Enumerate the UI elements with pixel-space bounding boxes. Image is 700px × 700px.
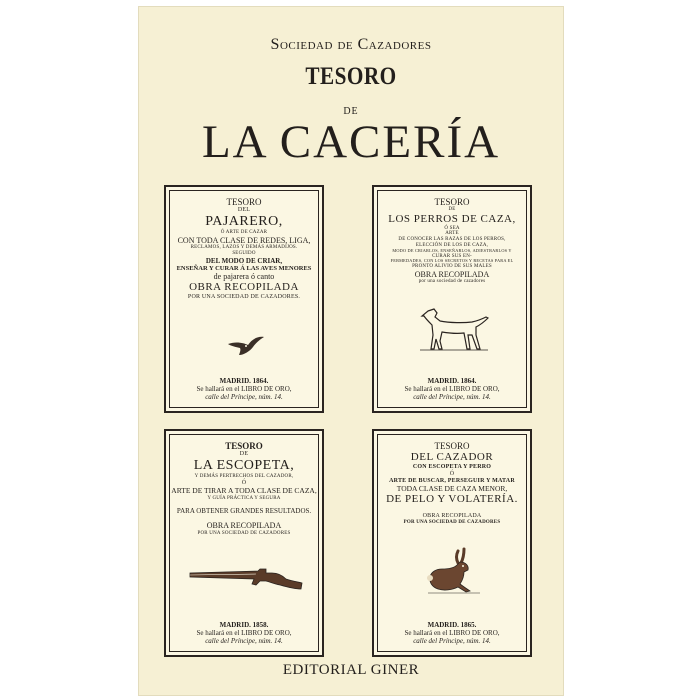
panel-imprint xyxy=(170,377,318,401)
bird-icon xyxy=(226,335,266,357)
panel-line: CON ESCOPETA Y PERRO xyxy=(412,463,492,470)
panel-line: LOS PERROS DE CAZA, xyxy=(388,213,516,226)
panel-line: Ó SEA xyxy=(444,225,460,231)
panel-line: POR UNA SOCIEDAD DE CAZADORES xyxy=(197,530,291,536)
book-cover xyxy=(138,6,564,696)
panel-line: DE CONOCER LAS RAZAS DE LOS PERROS, xyxy=(398,237,506,243)
panel-line: por una sociedad de cazadores xyxy=(418,279,486,285)
panel-line: MODO DE CRIARLOS, ENSEÑARLOS, ADIESTRARLOS Y xyxy=(392,247,512,253)
panel-line: ELECCIÓN DE LOS DE CAZA, xyxy=(415,242,489,248)
imprint-line: Se hallará en el LIBRO DE ORO, xyxy=(404,384,500,393)
imprint-line: MADRID. 1864. xyxy=(219,376,269,385)
panel-line: Ó xyxy=(449,470,455,477)
panel-line: PAJARERO, xyxy=(205,214,283,230)
panel-line: DEL MODO DE CRIAR, xyxy=(205,256,283,265)
panel-line: POR UNA SOCIEDAD DE CAZADORES xyxy=(403,519,501,525)
panel-line: SEGUIDO xyxy=(232,251,256,257)
panel-line: DEL CAZADOR xyxy=(410,451,494,464)
panel-escopeta xyxy=(164,429,324,657)
panel-line: TODA CLASE DE CAZA MENOR, xyxy=(396,483,508,493)
panel-line: RECLAMOS, LAZOS Y DEMÁS ARMADIJOS. xyxy=(190,245,298,251)
dog-icon xyxy=(414,305,494,355)
panel-line: TESORO xyxy=(434,441,470,451)
panel-line: TESORO xyxy=(225,441,263,451)
panel-cazador xyxy=(372,429,532,657)
imprint-line: Se hallará en el LIBRO DE ORO, xyxy=(404,628,500,637)
panel-line: Y GUÍA PRÁCTICA Y SEGURA xyxy=(207,495,281,501)
cover-de: DE xyxy=(343,106,359,117)
imprint-line: MADRID. 1864. xyxy=(427,376,477,385)
panel-line: DE xyxy=(239,451,249,458)
imprint-line: calle del Príncipe, núm. 14. xyxy=(205,392,283,401)
panel-line: OBRA RECOPILADA xyxy=(422,512,482,519)
imprint-line: calle del Príncipe, núm. 14. xyxy=(205,636,283,645)
panel-line: OBRA RECOPILADA xyxy=(206,521,282,531)
panel-pajarero xyxy=(164,185,324,413)
panel-line: Ó xyxy=(241,480,247,487)
panel-line: OBRA RECOPILADA xyxy=(189,281,299,294)
panel-line: DE PELO Y VOLATERÍA. xyxy=(386,493,518,506)
panel-line: CON TODA CLASE DE REDES, LIGA, xyxy=(177,236,311,246)
imprint-line: MADRID. 1858. xyxy=(219,620,269,629)
panel-line: TESORO xyxy=(434,197,470,207)
panel-line: Ó ARTE DE CAZAR xyxy=(220,230,268,236)
panel-line: DEL xyxy=(237,207,251,214)
panel-text xyxy=(170,197,318,301)
panel-text xyxy=(170,441,318,536)
imprint-line: Se hallará en el LIBRO DE ORO, xyxy=(196,628,292,637)
panel-line: ARTE DE TIRAR A TODA CLASE DE CAZA, xyxy=(171,485,317,495)
panel-imprint xyxy=(378,621,526,645)
panel-perros-de-caza xyxy=(372,185,532,413)
panel-line: Y DEMÁS PERTRECHOS DEL CAZADOR, xyxy=(194,474,294,480)
hare-icon xyxy=(424,547,484,597)
imprint-line: calle del Príncipe, núm. 14. xyxy=(413,392,491,401)
panel-line: PRONTO ALIVIO DE SUS MALES xyxy=(412,264,492,270)
panel-line: FERMEDADES, CON LOS SECRETOS Y RECETAS PARA EL xyxy=(390,258,514,264)
panel-line: ARTE DE BUSCAR, PERSEGUIR Y MATAR xyxy=(389,477,515,484)
panel-line: ARTE xyxy=(445,231,459,237)
panel-line: CURAR SUS EN- xyxy=(432,253,472,259)
panel-line: LA ESCOPETA, xyxy=(193,458,295,474)
panel-imprint xyxy=(378,377,526,401)
society-name: Sociedad de Cazadores xyxy=(270,36,432,53)
panel-line: POR UNA SOCIEDAD DE CAZADORES. xyxy=(187,294,301,301)
publisher-name: EDITORIAL GINER xyxy=(282,662,420,678)
panel-imprint xyxy=(170,621,318,645)
panel-line: PARA OBTENER GRANDES RESULTADOS. xyxy=(176,507,312,516)
imprint-line: calle del Príncipe, núm. 14. xyxy=(413,636,491,645)
panel-line: OBRA RECOPILADA xyxy=(414,270,490,280)
imprint-line: MADRID. 1865. xyxy=(427,620,477,629)
shotgun-icon xyxy=(188,565,304,593)
cover-tesoro: TESORO xyxy=(305,63,397,90)
panel-text xyxy=(378,441,526,526)
panel-text xyxy=(378,197,526,285)
imprint-line: Se hallará en el LIBRO DE ORO, xyxy=(196,384,292,393)
panel-line: TESORO xyxy=(226,197,262,207)
cover-title: LA CACERÍA xyxy=(201,116,501,168)
panel-line: ENSEÑAR Y CURAR Á LAS AVES MENORES xyxy=(176,264,312,272)
panel-line: de pajarera ó canto xyxy=(213,272,275,282)
panel-line: DE xyxy=(448,207,456,213)
